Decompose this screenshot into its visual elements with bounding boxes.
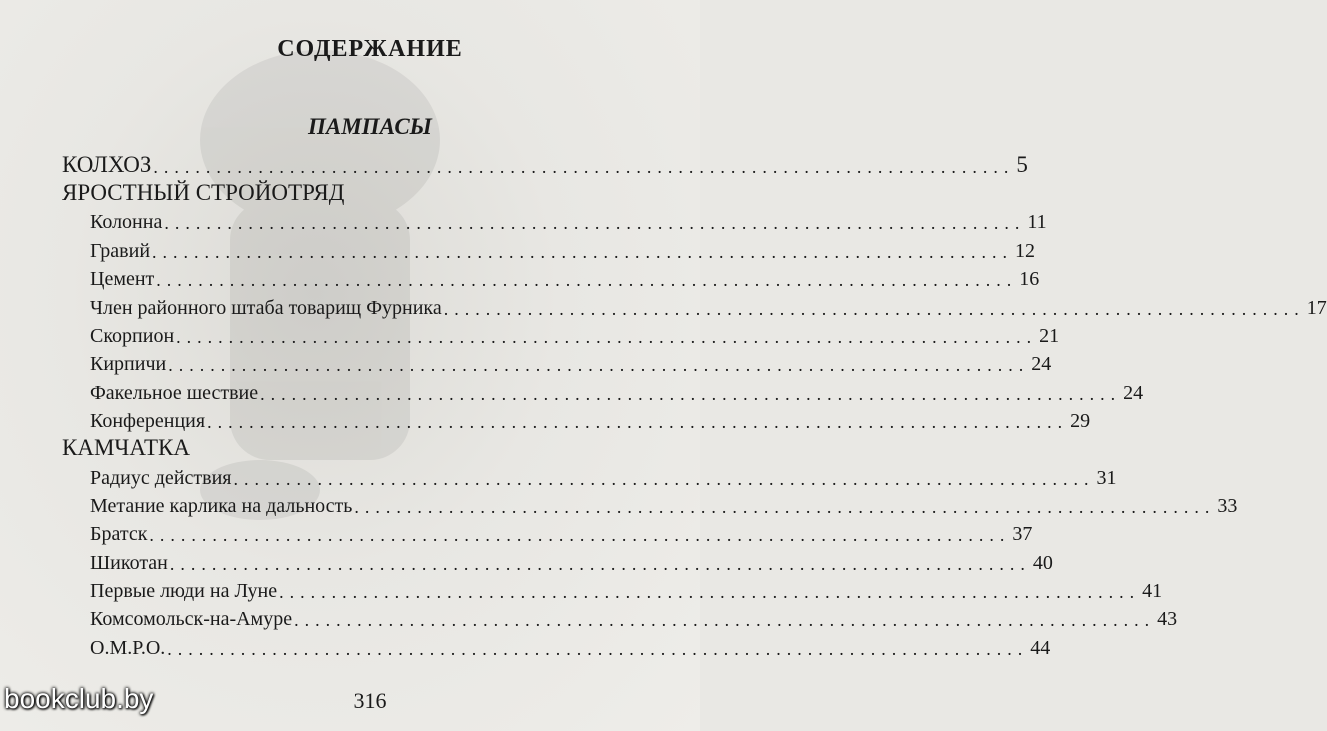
toc-entry-page: 40 bbox=[1032, 551, 1053, 574]
toc-entry[interactable] bbox=[62, 234, 1036, 262]
toc-entry[interactable] bbox=[62, 490, 1238, 518]
page-number: 316 bbox=[353, 688, 387, 713]
leader-dots: .................................................................................. bbox=[176, 326, 1038, 347]
leader-dots: .................................................................................. bbox=[156, 270, 1018, 291]
toc-entry[interactable] bbox=[62, 206, 1047, 234]
leader-dots: .................................................................................. bbox=[153, 157, 1015, 177]
toc-entry-title: ЯРОСТНЫЙ СТРОЙОТРЯД bbox=[62, 180, 345, 205]
toc-entry-page: 24 bbox=[1123, 381, 1144, 404]
toc-entry-title: Братск bbox=[90, 523, 148, 546]
toc-entry-title: Радиус действия bbox=[90, 466, 232, 489]
leader-dots: .................................................................................. bbox=[279, 582, 1141, 603]
contents-heading: СОДЕРЖАНИЕ bbox=[277, 36, 463, 62]
toc-entry-title: Колонна bbox=[90, 211, 163, 234]
toc-entry-page: 17 bbox=[1306, 296, 1327, 319]
toc-entry[interactable] bbox=[62, 546, 1053, 574]
toc-entry-title: КАМЧАТКА bbox=[62, 435, 190, 461]
toc-entry-title: Цемент bbox=[90, 268, 155, 291]
toc-entry[interactable] bbox=[62, 405, 1091, 433]
toc-entry[interactable] bbox=[62, 376, 1144, 404]
leader-dots: .................................................................................. bbox=[294, 610, 1156, 631]
toc-entry[interactable] bbox=[62, 631, 1051, 659]
toc-entry-page: 41 bbox=[1142, 580, 1163, 603]
leader-dots: .................................................................................. bbox=[169, 553, 1031, 574]
toc-entry-page: 21 bbox=[1039, 324, 1060, 347]
leader-dots: .................................................................................. bbox=[149, 525, 1011, 546]
toc-entry-page: 37 bbox=[1012, 523, 1033, 546]
toc-entry[interactable] bbox=[62, 263, 1040, 291]
toc-part-heading bbox=[62, 433, 682, 461]
leader-dots: .................................................................................. bbox=[152, 241, 1014, 262]
leader-dots: .................................................................................. bbox=[233, 468, 1095, 489]
toc-entry[interactable] bbox=[62, 603, 1178, 631]
toc-entry-page: 44 bbox=[1030, 636, 1051, 659]
toc-entry-title: Первые люди на Луне bbox=[90, 580, 278, 603]
toc-part-heading bbox=[62, 178, 682, 206]
toc-entry[interactable] bbox=[62, 150, 1028, 178]
toc-entry-page: 31 bbox=[1096, 466, 1117, 489]
toc-entry-title: Конференция bbox=[90, 410, 206, 433]
toc-entry[interactable] bbox=[62, 575, 1163, 603]
leader-dots: .................................................................................. bbox=[164, 213, 1026, 234]
toc-entry-title: Шикотан bbox=[90, 551, 168, 574]
leader-dots: .................................................................................. bbox=[354, 496, 1216, 517]
toc-entry-title: Член районного штаба товарищ Фурника bbox=[90, 296, 442, 319]
toc-entry[interactable] bbox=[62, 348, 1052, 376]
table-of-contents bbox=[62, 150, 1327, 660]
toc-entry-page: 5 bbox=[1016, 152, 1028, 177]
toc-entry-title: Комсомольск-на-Амуре bbox=[90, 608, 293, 631]
toc-entry-page: 12 bbox=[1015, 239, 1036, 262]
toc-entry-page: 33 bbox=[1217, 494, 1238, 517]
toc-entry-page: 16 bbox=[1019, 268, 1040, 291]
toc-entry-page: 24 bbox=[1031, 353, 1052, 376]
watermark: bookclub.by bbox=[4, 683, 154, 714]
toc-entry[interactable] bbox=[62, 320, 1060, 348]
toc-entry-page: 29 bbox=[1070, 410, 1091, 433]
toc-entry-page: 43 bbox=[1157, 608, 1178, 631]
leader-dots: .................................................................................. bbox=[168, 355, 1030, 376]
toc-entry-title: Кирпичи bbox=[90, 353, 167, 376]
toc-entry-title: Скорпион bbox=[90, 324, 175, 347]
toc-entry-page: 11 bbox=[1027, 211, 1047, 234]
leader-dots: .................................................................................. bbox=[260, 383, 1122, 404]
toc-entry-title: Метание карлика на дальность bbox=[90, 494, 353, 517]
toc-entry-title: Факельное шествие bbox=[90, 381, 259, 404]
toc-entry-title: КОЛХОЗ bbox=[62, 152, 152, 177]
toc-entry[interactable] bbox=[62, 461, 1117, 489]
toc-entry-title: О.М.Р.О. bbox=[90, 636, 166, 659]
leader-dots: .................................................................................. bbox=[443, 298, 1305, 319]
toc-entry[interactable] bbox=[62, 518, 1033, 546]
leader-dots: .................................................................................. bbox=[207, 412, 1069, 433]
section-heading: ПАМПАСЫ bbox=[308, 114, 432, 139]
leader-dots: .................................................................................. bbox=[167, 638, 1029, 659]
toc-entry[interactable] bbox=[62, 291, 1327, 319]
toc-entry-title: Гравий bbox=[90, 239, 151, 262]
